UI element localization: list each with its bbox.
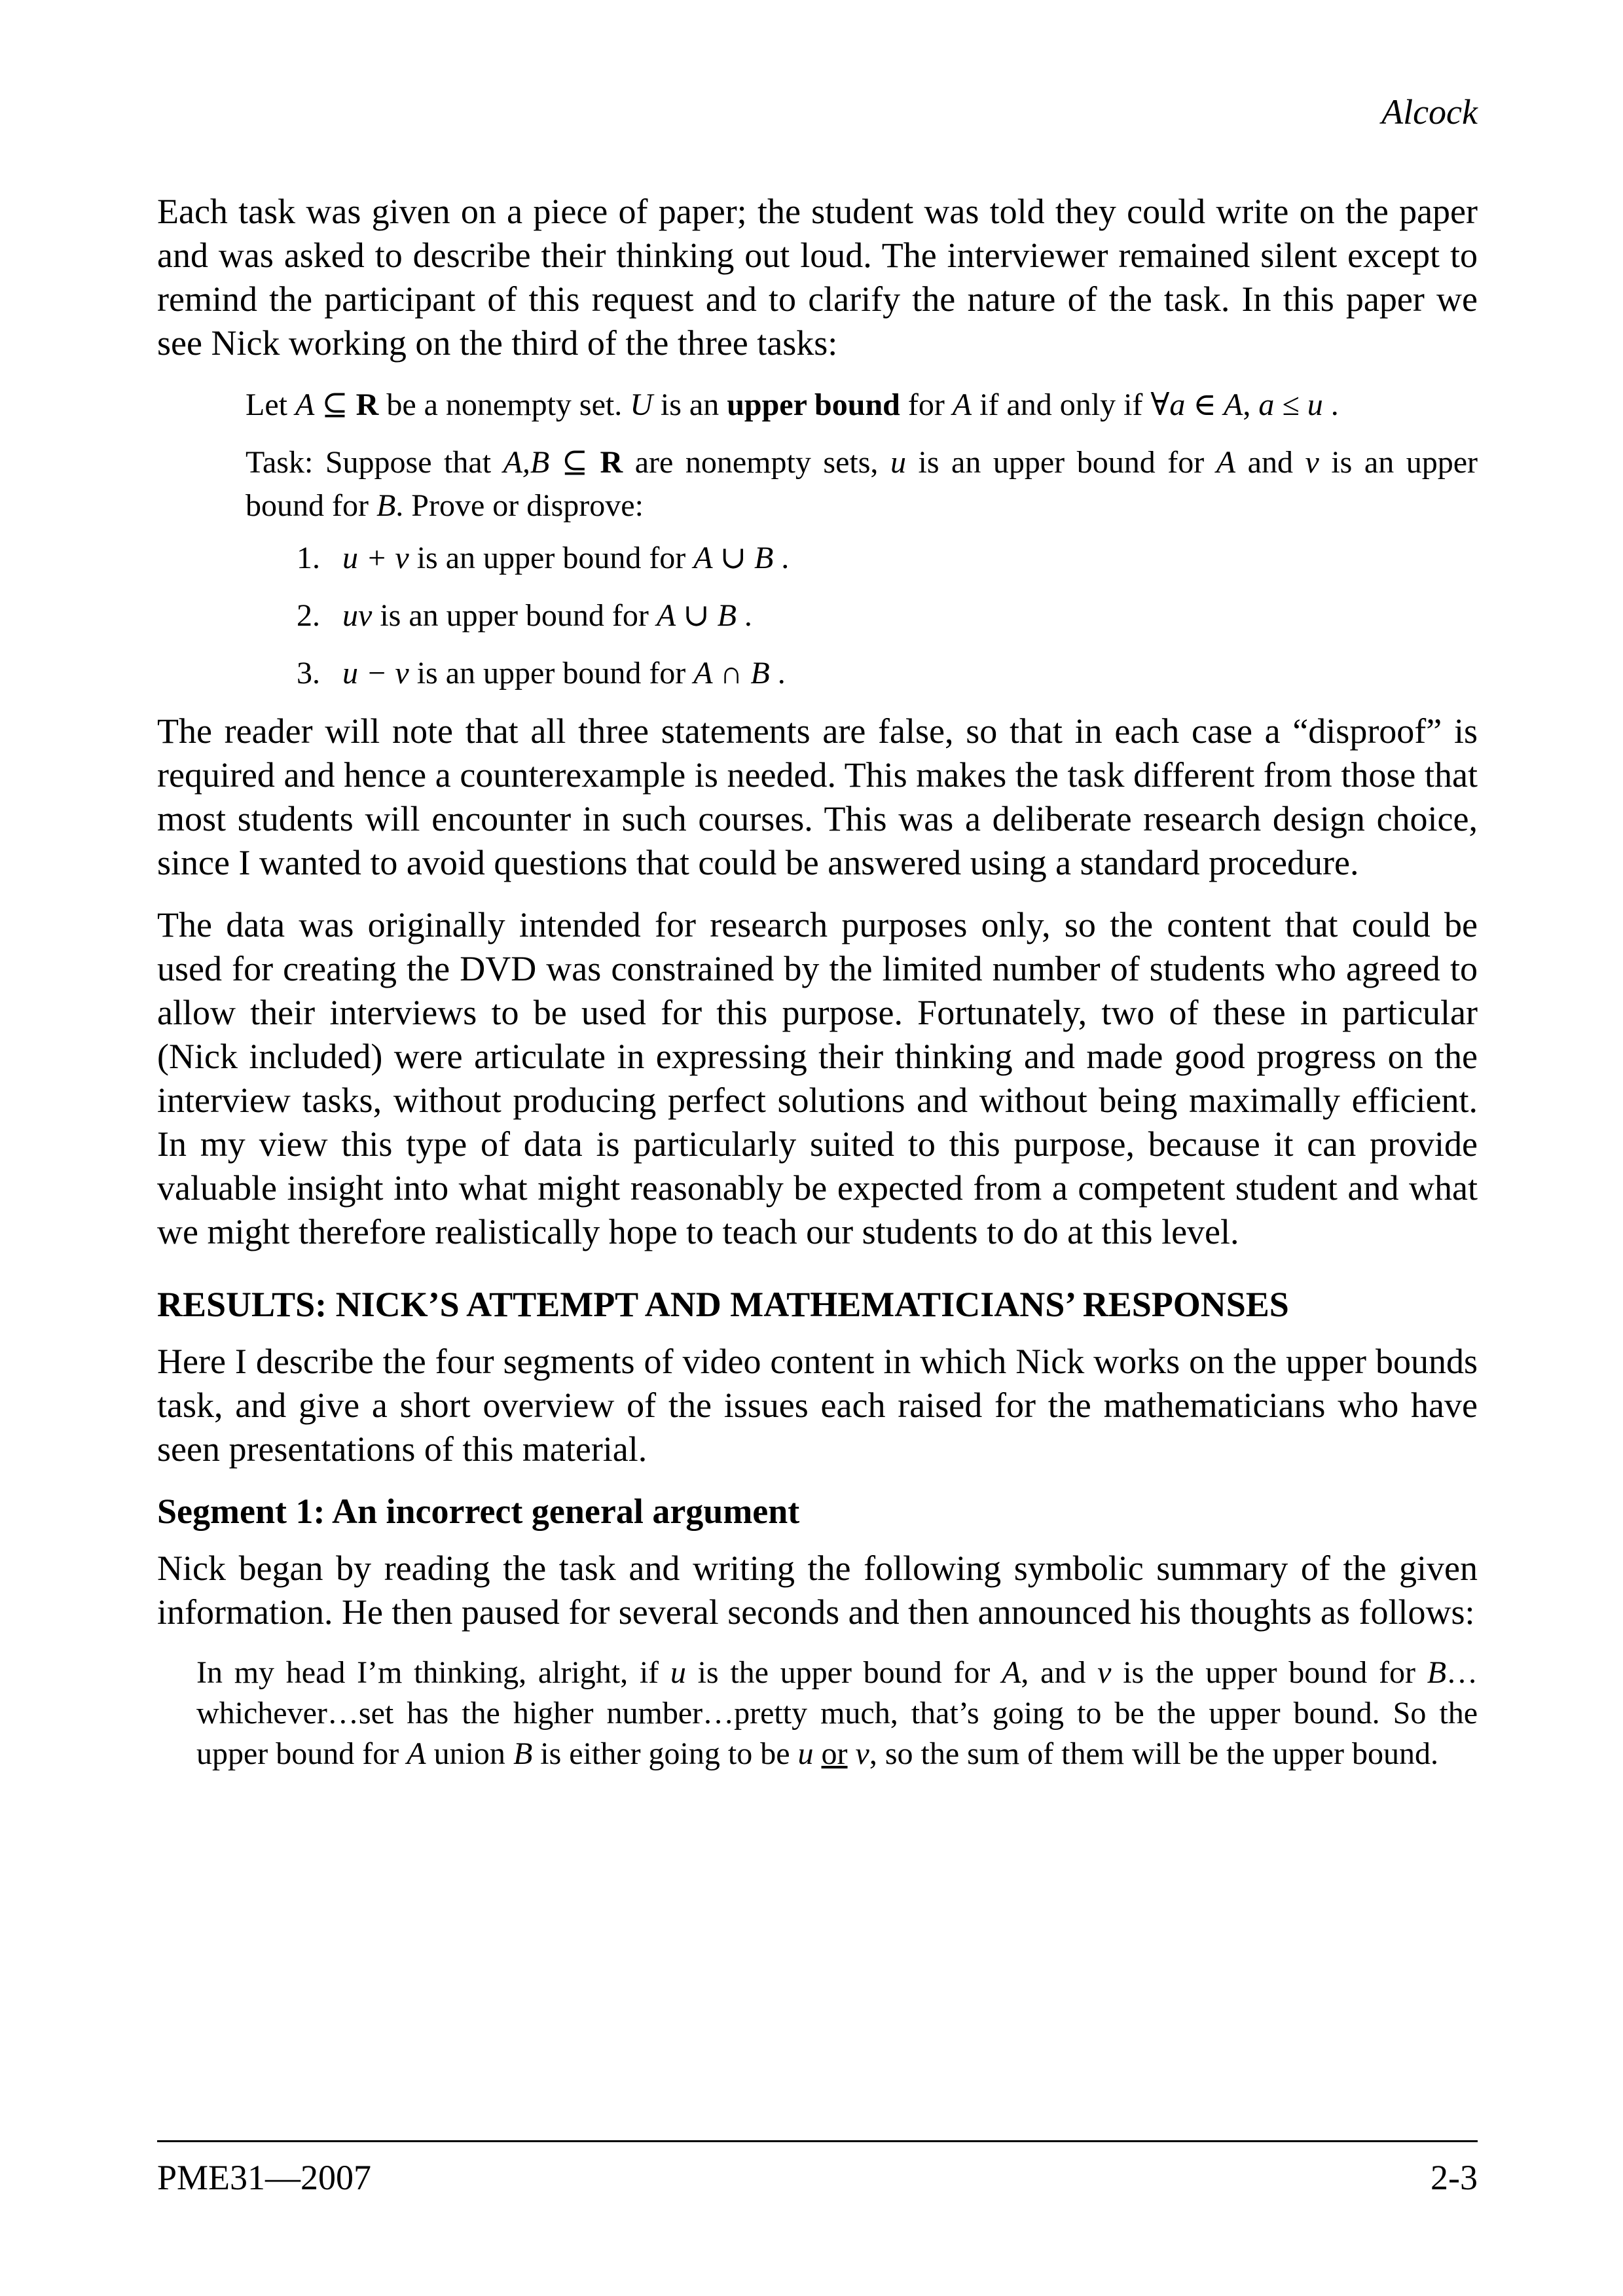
quote-math: u — [797, 1736, 814, 1771]
segment1-heading: Segment 1: An incorrect general argument — [157, 1492, 800, 1531]
task-item — [297, 594, 1478, 637]
quote-math: B — [513, 1736, 533, 1771]
quote-math: u — [670, 1655, 686, 1690]
intro-paragraph: Each task was given on a piece of paper; the student was told they could write on the paper and was asked to describe their thinking out loud. The interviewer remained silent except to remind the participant of this request and to clarify the nature of the task. In this paper we see Nick working on the third of the three tasks: — [157, 192, 1478, 363]
running-head: Alcock — [1381, 92, 1478, 132]
task-math-reals: R — [600, 445, 623, 480]
item-expression: u + v — [342, 541, 409, 575]
item-number: 3. — [297, 656, 320, 691]
task-math: A,B ⊆ — [503, 445, 600, 480]
segment1-paragraph: Nick began by reading the task and writing the following symbolic summary of the given information. He then paused for several seconds and then announced his thoughts as follows: — [157, 1549, 1478, 1632]
item-text: is an upper bound for — [372, 598, 657, 633]
task-text: is an upper bound for — [246, 445, 1478, 523]
quote-text: is the upper bound for — [685, 1655, 1002, 1690]
task-text: . Prove or disprove: — [395, 488, 644, 523]
quote-math: A — [1002, 1655, 1021, 1690]
footer-divider — [157, 2140, 1478, 2142]
def-text: for — [900, 387, 953, 422]
def-text: is an — [652, 387, 727, 422]
task-text: Task: Suppose that — [246, 445, 503, 480]
quote-text: , so the sum of them will be the upper bound. — [869, 1736, 1439, 1771]
quote-emphasis: or — [821, 1736, 848, 1771]
quote-text: , and — [1021, 1655, 1098, 1690]
quote-math: v — [855, 1736, 869, 1771]
item-set: A ∪ B — [693, 541, 774, 575]
task-block — [246, 384, 1478, 695]
task-statement — [246, 441, 1478, 528]
def-math: a ≤ u — [1258, 387, 1323, 422]
quote-text: is the upper bound for — [1111, 1655, 1427, 1690]
task-math: B — [376, 488, 396, 523]
def-math: A — [952, 387, 972, 422]
results-heading: RESULTS: NICK’S ATTEMPT AND MATHEMATICIANS’ RESPONSES — [157, 1285, 1289, 1324]
quote-text: …whichever…set has the higher number…pretty much, that’s going to be the upper bound. So the upper bound for — [196, 1655, 1478, 1771]
def-text: Let — [246, 387, 295, 422]
item-expression: u − v — [342, 656, 409, 691]
def-text: . — [1322, 387, 1339, 422]
task-item — [297, 652, 1478, 695]
def-text: if and only if — [972, 387, 1151, 422]
def-term: upper bound — [727, 387, 900, 422]
task-math: A — [1216, 445, 1236, 480]
item-text: is an upper bound for — [409, 541, 694, 575]
nick-quote — [196, 1653, 1478, 1774]
disproof-paragraph: The reader will note that all three statements are false, so that in each case a “disproof” is required and hence a counterexample is needed. This makes the task different from those that most students will encounter in such courses. This was a deliberate research design choice, since I wanted to avoid questions that could be answered using a standard procedure. — [157, 711, 1478, 882]
quote-math: v — [1097, 1655, 1112, 1690]
results-paragraph: Here I describe the four segments of video content in which Nick works on the upper bounds task, and give a short overview of the issues each raised for the mathematicians who have seen presentations of this material. — [157, 1342, 1478, 1469]
quote-text: is either going to be — [532, 1736, 798, 1771]
task-math: v — [1305, 445, 1319, 480]
task-math: u — [890, 445, 906, 480]
footer-page-number: 2-3 — [1431, 2158, 1478, 2197]
task-items-list — [246, 537, 1478, 695]
item-number: 1. — [297, 541, 320, 575]
item-end: . — [773, 541, 790, 575]
main-content — [157, 190, 1478, 1774]
task-text: are nonempty sets, — [623, 445, 890, 480]
def-text: be a nonempty set. — [378, 387, 630, 422]
item-expression: uv — [342, 598, 373, 633]
item-end: . — [736, 598, 752, 633]
upper-bound-definition — [246, 384, 1478, 427]
footer-conference: PME31—2007 — [157, 2158, 372, 2197]
task-text: is an upper bound for — [905, 445, 1216, 480]
item-end: . — [769, 656, 786, 691]
quote-math: B — [1427, 1655, 1447, 1690]
def-math: ∀a ∈ A — [1150, 387, 1243, 422]
def-math-reals: R — [356, 387, 379, 422]
data-paragraph: The data was originally intended for research purposes only, so the content that could be used for creating the DVD was constrained by the limited number of students who agreed to allow their interviews to be used for this purpose. Fortunately, two of these in particular (Nick included) were articulate in expressing their thinking and made good progress on the interview tasks, without producing perfect solutions and without being maximally efficient. In my view this type of data is particularly suited to this purpose, because it can provide valuable insight into what might reasonably be expected from a competent student and what we might therefore realistically hope to teach our students to do at this level. — [157, 905, 1478, 1251]
item-text: is an upper bound for — [409, 656, 694, 691]
quote-text: union — [426, 1736, 513, 1771]
quote-text: In my head I’m thinking, alright, if — [196, 1655, 670, 1690]
item-number: 2. — [297, 598, 320, 633]
item-set: A ∪ B — [656, 598, 737, 633]
task-item — [297, 537, 1478, 580]
def-text: , — [1243, 387, 1259, 422]
def-math: U — [630, 387, 653, 422]
task-text: and — [1235, 445, 1305, 480]
quote-math: A — [407, 1736, 426, 1771]
def-math: A ⊆ — [295, 387, 356, 422]
item-set: A ∩ B — [693, 656, 770, 691]
